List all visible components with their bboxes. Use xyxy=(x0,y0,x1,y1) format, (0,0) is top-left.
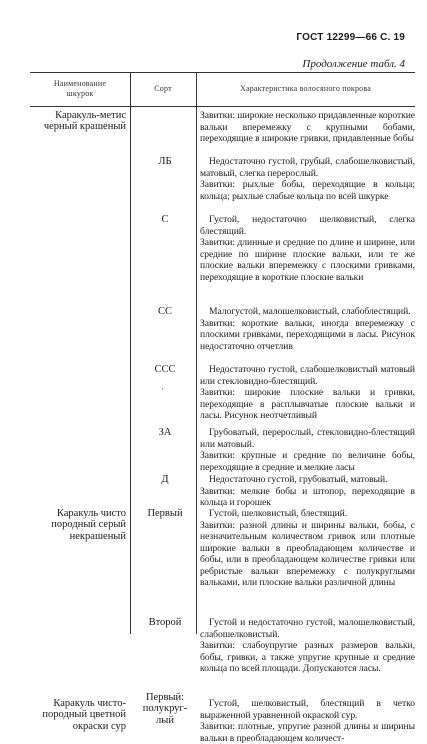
column-divider-2 xyxy=(196,72,197,634)
group-name-purebred-sur: Каракуль чисто- породный цветной окраски сур xyxy=(42,698,126,732)
table-top-rule xyxy=(30,72,415,73)
grade-characteristic: Малогустой, малошелковистый, слабоблестящий. Завитки: короткие вальки, иногда вперемежку с плоскими гривками, переходящими в ласы. Рисунок недостаточно отчетлив xyxy=(200,306,415,352)
grade-characteristic: Грубоватый, перерослый, стекловидно-блестящий или матовый. Завитки: крупные и средние по величине бобы, переходящие в средние и мелкие ласы xyxy=(200,427,415,473)
running-head: ГОСТ 12299—66 С. 19 xyxy=(296,32,405,43)
grade-code: СС xyxy=(157,306,172,317)
column-header-characteristic: Характеристика волосяного покрова xyxy=(239,84,372,93)
column-divider-1 xyxy=(130,72,131,634)
grade-characteristic: Недостаточно густой, грубоватый, матовый. Завитки: мелкие бобы и штопор, переходящие в кольца и горошек xyxy=(200,474,415,509)
grade-code: С xyxy=(161,214,169,225)
group-name-purebred-gray: Каракуль чисто породный серый некрашеный xyxy=(51,508,126,542)
grade-code: ЗА xyxy=(158,427,172,438)
grade-code: Второй xyxy=(148,617,182,628)
grade-code-semicircular: Первый: полукруг- лый xyxy=(142,692,188,726)
column-header-name: Наименование шкурок xyxy=(53,79,107,98)
grade-code: ЛБ xyxy=(158,156,172,167)
scan-speck: · xyxy=(161,384,164,394)
grade-characteristic: Густой и недостаточно густой, малошелковистый, слабошелковистый. Завитки: слабоупругие разных размеров вальки, бобы, гривки, а также упругие крупные и средние кольца по всей площади. Допускаются ласы. xyxy=(200,617,415,675)
characteristics-table xyxy=(30,72,415,744)
grade-code: ССС xyxy=(154,364,176,375)
table-header-rule xyxy=(30,106,415,107)
grade-code: Первый xyxy=(147,508,183,519)
group-name-metis-black-dyed: Каракуль-метис черный крашеный xyxy=(43,110,126,133)
table-continuation-label: Продолжение табл. 4 xyxy=(302,58,405,70)
grade-code: Д xyxy=(161,474,169,485)
grade-characteristic: Недостаточно густой, грубый, слабошелковистый, матовый, слегка перерослый. Завитки: рыхлые бобы, переходящие в кольца; кольца; рыхлые слабые кольца по всей шкурке xyxy=(200,156,415,202)
column-header-grade: Сорт xyxy=(154,84,172,93)
grade-characteristic: Густой, недостаточно шелковистый, слегка блестящий. Завитки: длинные и средние по длине и ширине, или средние по ширине плоские вальки, или те же плоские вальки вперемежку с плоскими гривками, переходящие в короткие плоские вальки xyxy=(200,214,415,283)
group-intro-text: Завитки: широкие несколько придавленные короткие вальки вперемежку с крупными бобами, переходящие в широкие гривки, придавленные бобы xyxy=(200,110,415,145)
grade-characteristic: Густой, шелковистый, блестящий в четко выраженной уравненной окраской сур. Завитки: плотные, упругие разной длины и ширины вальки в преобладающем количест- xyxy=(200,698,415,744)
grade-characteristic: Недостаточно густой, слабошелковистый матовый или стекловидно-блестящий. Завитки: широкие плоские вальки и гривки, переходящие в расплывчатые плоские вальки и ласы. Рисунок неотчетливый xyxy=(200,364,415,422)
grade-characteristic: Густой, шелковистый, блестящий. Завитки: разной длины и ширины вальки, бобы, с незначительным количеством гривок или плотные широкие вальки в преобладающем количестве и бобы, или в преобладающем количестве гривки или ребристые вальки вперемежку с полукруглыми вальками, или плоские вальки различной длины xyxy=(200,508,415,589)
